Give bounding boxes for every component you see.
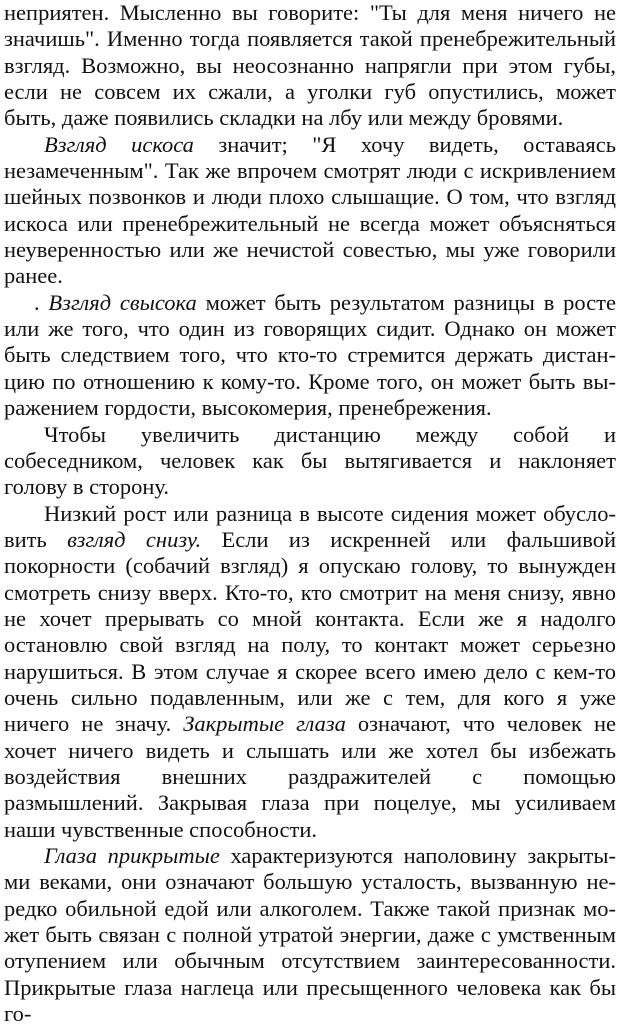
line-text: воздействия внешних раздражителей с помощью bbox=[4, 763, 616, 789]
text-line bbox=[4, 184, 616, 210]
text-line bbox=[4, 158, 616, 184]
line-text: незамеченным". Так же впрочем смотрят люди с искривлением bbox=[4, 158, 616, 184]
text-line bbox=[4, 632, 616, 658]
text-line bbox=[4, 685, 616, 711]
line-text: искоса или пренебрежительный не всегда может объясняться bbox=[4, 210, 616, 236]
text-line bbox=[4, 448, 616, 474]
line-prefix: . bbox=[34, 289, 49, 315]
text-line bbox=[4, 764, 616, 790]
text-line bbox=[4, 843, 616, 869]
line-text: характеризуются наполовину закрыты- bbox=[219, 843, 616, 868]
line-text: голову в сторону. bbox=[4, 474, 170, 500]
paragraph bbox=[4, 0, 616, 132]
line-text: покорности (собачий взгляд) я опускаю голову, то вынужден bbox=[4, 553, 616, 579]
italic-term: Закрытые глаза bbox=[183, 711, 346, 737]
paragraph bbox=[4, 422, 616, 501]
line-text: хочет ничего видеть и слышать или же хотел бы избежать bbox=[4, 737, 616, 763]
text-line bbox=[4, 738, 616, 764]
line-text: собеседником, человек как бы вытягивается и наклоняет bbox=[4, 447, 616, 473]
line-text: ранее. bbox=[4, 263, 63, 289]
line-text: Чтобы увеличить дистанцию между собой и bbox=[44, 421, 616, 447]
text-line bbox=[4, 817, 616, 843]
line-text: вить bbox=[4, 526, 68, 552]
line-text: или же того, что один из говорящих сидит. Однако он может bbox=[4, 316, 616, 342]
text-line bbox=[4, 606, 616, 632]
line-text: редко обильной едой или алкоголем. Также такой признак мо- bbox=[4, 895, 616, 921]
line-text: шейных позвонков и люди плохо слышащие. О том, что взгляд bbox=[4, 184, 616, 210]
line-text: если не совсем их сжали, а уголки губ опустились, может bbox=[4, 79, 616, 105]
text-line bbox=[4, 53, 616, 79]
text-line bbox=[4, 553, 616, 579]
line-text: нарушиться. В этом случае я скорее всего имею дело с кем-то bbox=[4, 658, 616, 684]
text-line bbox=[4, 342, 616, 368]
line-text: Если из искренней или фальшивой bbox=[201, 526, 616, 552]
line-text: цию по отношению к кому-то. Кроме того, он может быть вы- bbox=[4, 368, 616, 394]
text-line bbox=[4, 922, 616, 948]
text-line bbox=[4, 0, 616, 26]
line-text: не хочет прерывать со мной контакта. Если же я надолго bbox=[4, 605, 616, 631]
text-line bbox=[4, 79, 616, 105]
line-text: го- bbox=[4, 1001, 32, 1027]
text-line bbox=[4, 237, 616, 263]
italic-term: взгляд снизу. bbox=[67, 526, 202, 552]
line-text: ничего не значу. bbox=[4, 711, 184, 737]
text-line bbox=[4, 869, 616, 895]
line-text: быть, даже появились складки на лбу или между бровями. bbox=[4, 105, 564, 131]
line-text: отупением или обычным отсутствием заинтересованности. bbox=[4, 948, 616, 974]
text-line bbox=[4, 790, 616, 816]
paragraph bbox=[4, 132, 616, 290]
italic-term: Взгляд искоса bbox=[44, 131, 194, 157]
text-line bbox=[4, 501, 616, 527]
paragraph bbox=[4, 290, 616, 422]
line-text: жет быть связан с полной утратой энергии, даже с умственным bbox=[4, 922, 616, 948]
italic-term: Взгляд свысока bbox=[48, 289, 197, 315]
text-line bbox=[4, 369, 616, 395]
italic-term: Глаза прикрытые bbox=[44, 843, 220, 868]
line-text: смотреть снизу вверх. Кто-то, кто смотрит на меня снизу, явно bbox=[4, 579, 616, 605]
text-line bbox=[4, 948, 616, 974]
line-text: взгляд. Возможно, вы неосознанно напрягли при этом губы, bbox=[4, 52, 616, 78]
text-line bbox=[4, 580, 616, 606]
text-line bbox=[4, 105, 616, 131]
text-line bbox=[4, 711, 616, 737]
paragraph bbox=[4, 501, 616, 843]
line-text: может быть результатом разницы в росте bbox=[196, 289, 616, 315]
text-line bbox=[4, 211, 616, 237]
line-text: наши чувственные способности. bbox=[4, 816, 318, 842]
text-line bbox=[4, 474, 616, 500]
text-line bbox=[4, 290, 616, 316]
line-text: означают, что человек не bbox=[345, 711, 616, 737]
text-line bbox=[4, 896, 616, 922]
line-text: ражением гордости, высокомерия, пренебрежения. bbox=[4, 395, 492, 421]
text-line bbox=[4, 422, 616, 448]
line-text: неприятен. Мысленно вы говорите: "Ты для меня ничего не bbox=[4, 0, 616, 25]
text-line bbox=[4, 975, 616, 1001]
line-text: ми веками, они означают большую усталость, вызванную не- bbox=[4, 869, 616, 895]
paragraph bbox=[4, 843, 616, 1027]
document-page bbox=[4, 0, 616, 1027]
line-text: неуверенностью или же нечистой совестью, мы уже говорили bbox=[4, 237, 616, 263]
line-text: быть следствием того, что кто-то стремится держать дистан- bbox=[4, 342, 616, 368]
text-line bbox=[4, 395, 616, 421]
text-line bbox=[4, 527, 616, 553]
text-line bbox=[4, 316, 616, 342]
line-text: Прикрытые глаза наглеца или пресыщенного человека как бы bbox=[4, 974, 616, 1000]
text-line bbox=[4, 26, 616, 52]
text-line bbox=[4, 659, 616, 685]
line-text: размышлений. Закрывая глаза при поцелуе, мы усиливаем bbox=[4, 790, 616, 816]
text-line bbox=[4, 1001, 616, 1027]
line-text: значит; "Я хочу видеть, оставаясь bbox=[193, 131, 616, 157]
line-text: очень сильно подавленным, или же с тем, для кого я уже bbox=[4, 684, 616, 710]
text-line bbox=[4, 263, 616, 289]
line-text: Низкий рост или разница в высоте сидения может обусло- bbox=[44, 500, 616, 526]
text-line bbox=[4, 132, 616, 158]
line-text: значишь". Именно тогда появляется такой пренебрежительный bbox=[4, 26, 616, 52]
line-text: остановлю свой взгляд на полу, то контакт может серьезно bbox=[4, 632, 616, 658]
